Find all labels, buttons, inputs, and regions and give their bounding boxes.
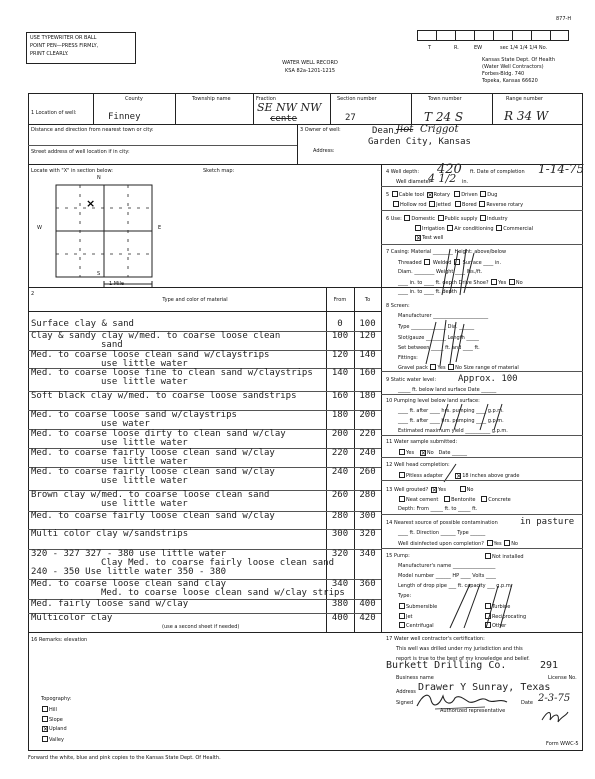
casing-row-2: Threaded Welded Surface ____ in. — [398, 260, 502, 266]
pump-types-6: Other — [484, 622, 506, 629]
log-row-text: Med. to coarse loose sand w/claystrips — [31, 410, 237, 420]
instruction-line-1: USE TYPEWRITER OR BALL — [30, 35, 97, 41]
locate-label: Locate with "X" in section below: — [31, 168, 113, 174]
log-row-text: Med. to coarse fairly loose clean sand w/clay — [31, 448, 275, 458]
casing-row-3: Diam. ________ Weight ____ lbs./ft. — [398, 269, 483, 275]
agency-line-3: Forbes-Bldg. 740 — [482, 71, 525, 77]
business-name: Burkett Drilling Co. — [386, 660, 507, 671]
log-row-to: 300 — [359, 511, 376, 521]
screen-strike-marks — [420, 318, 470, 368]
grouted-yes-checkbox[interactable] — [431, 487, 437, 493]
log-row-to: 140 — [359, 350, 376, 360]
pump-drop: Length of drop pipe ___ ft. capacity ___ g.p.m. — [398, 583, 513, 589]
air-conditioning-checkbox[interactable] — [447, 225, 453, 231]
screen-gravel: Gravel pack Yes No Size range of material — [398, 365, 519, 371]
grouted-no-checkbox[interactable] — [460, 486, 466, 492]
screen-slot: Slot/gauze ________ Length _____ — [398, 335, 479, 341]
log-row-text-2: use little water — [101, 377, 188, 387]
sample-no-checkbox[interactable] — [420, 450, 426, 456]
log-row-text: Soft black clay w/med. to coarse loose sandstrips — [31, 391, 297, 401]
log-row-from: 220 — [331, 448, 349, 458]
contam-details: ____ ft. Direction ______ Type ______ — [398, 530, 486, 536]
log-row-text: Surface clay & sand — [31, 319, 134, 329]
log-row-from: 380 — [331, 599, 349, 609]
rep-label: Authorized representative — [440, 708, 506, 714]
scale-mile: 1 Mile — [109, 281, 124, 287]
headed-options: Pitless adapter ✕ 18 inches above grade — [398, 472, 519, 479]
street-label: Street address of well location if in city: — [31, 149, 130, 155]
log-row-to: 200 — [359, 410, 376, 420]
grouted-materials: Neat cement Bentonite Concrete — [398, 496, 511, 503]
cert-text-2: report is true to the best of my knowledge and belief. — [396, 656, 530, 662]
log-row-from: 240 — [331, 467, 349, 477]
pump-model: Model number ______ HP ____ Volts ____ — [398, 573, 496, 579]
neat-cement-checkbox[interactable] — [399, 496, 405, 502]
log-row-text: Multi color clay w/sandstrips — [31, 529, 189, 539]
topo-upland: ✕Upland — [41, 726, 67, 732]
contam-value: in pasture — [520, 517, 575, 527]
license-label: License No. — [548, 675, 577, 681]
log-row-to: 340 — [359, 549, 376, 559]
section-grid — [48, 180, 160, 290]
not-installed-checkbox[interactable] — [485, 553, 491, 559]
log-row-text-2: use little water — [101, 359, 188, 369]
log-row-text-2: Clay Med. to coarse fairly loose clean sand — [101, 558, 334, 568]
agency-line-1: Kansas State Dept. Of Health — [482, 57, 556, 63]
grouted-label: 13 Well grouted? ✕ Yes No — [386, 486, 473, 493]
form-title: WATER WELL RECORD — [282, 60, 338, 66]
fraction-value: SE NW NW — [257, 101, 322, 114]
log-row-to: 420 — [359, 613, 376, 623]
owner-struck: Jiot — [396, 124, 414, 135]
casing-strike-marks — [420, 247, 490, 297]
method-row-1: 5 Cable tool ✕ Rotary Driven Dug — [386, 191, 497, 198]
completion-date: 1-14-75 — [538, 162, 585, 176]
compass-s: S — [97, 271, 101, 277]
log-row-text: Med. to coarse loose fine to clean sand w/claystrips — [31, 368, 313, 378]
remarks-label: 16 Remarks: elevation — [31, 637, 88, 643]
sample-yes-checkbox[interactable] — [399, 449, 405, 455]
casing-row-5: ____ in. to ____ ft. depth — [398, 289, 457, 295]
screen-label: 8 Screen: — [386, 303, 410, 309]
topo-slope: Slope — [41, 716, 63, 723]
headed-label: 12 Well head completion: — [386, 462, 450, 468]
diameter-label: Well diameter — [396, 179, 431, 185]
county-value: Finney — [108, 112, 141, 122]
use-row-3: ✕Test well — [414, 235, 443, 241]
range-label: Range number — [506, 96, 543, 102]
license-number: 291 — [540, 660, 559, 671]
initials-mark — [540, 708, 570, 726]
log-row-text-2: use little water — [101, 457, 188, 467]
address-value: Garden City, Kansas — [368, 137, 471, 147]
range-value: R 34 W — [504, 109, 549, 123]
log-row-to: 240 — [359, 448, 376, 458]
cert-text-1: This well was drilled under my jurisdiction and this — [396, 646, 523, 652]
contam-label: 14 Nearest source of possible contamination — [386, 520, 498, 526]
hollow-rod-checkbox[interactable] — [393, 201, 399, 207]
pitless-checkbox[interactable] — [399, 472, 405, 478]
static-label: 9 Static water level: — [386, 377, 437, 383]
slope-checkbox[interactable] — [42, 716, 48, 722]
log-row-from: 180 — [331, 410, 349, 420]
pump-level-label: 10 Pumping level below land surface: — [386, 398, 480, 404]
diameter-unit: in. — [462, 179, 469, 185]
log-row-from: 320 — [331, 549, 349, 559]
form-number: Form WWC-5 — [546, 741, 579, 747]
log-row-from: 160 — [331, 391, 349, 401]
log-row-text: Brown clay w/med. to coarse loose clean sand — [31, 490, 270, 500]
diameter-value: 4 1/2 — [428, 172, 457, 185]
log-header: Type and color of material — [162, 297, 228, 303]
cert-date: 2-3-75 — [538, 693, 571, 704]
driven-checkbox[interactable] — [454, 191, 460, 197]
log-row-from: 260 — [331, 490, 349, 500]
screen-fittings: Fittings: — [398, 355, 418, 361]
log-row-text: Med. to coarse fairly loose clean sand w/clay — [31, 511, 275, 521]
owner-last: Criggot — [420, 124, 459, 135]
pump-level-3: Estimated maximum yield __________ g.p.m. — [398, 428, 508, 434]
log-row-text: Med. to coarse loose clean sand w/claystrips — [31, 350, 270, 360]
pump-level-2: ____ ft. after ____ hrs. pumping ____ g.p.m. — [398, 418, 504, 424]
cert-label: 17 Water well contractor's certification: — [386, 636, 485, 642]
topo-label: Topography: — [41, 696, 72, 702]
fraction-label: Fraction — [256, 96, 276, 102]
log-row-text: 320 - 327 327 - 380 use little water — [31, 549, 227, 559]
log-section-number: 2 — [31, 291, 35, 297]
disinfected: Well disinfected upon completion? Yes No — [398, 541, 518, 547]
static-value: Approx. 100 — [458, 374, 518, 384]
pump-types-4: Reciprocating — [484, 613, 526, 620]
loc-label-sec: sec 1/4 1/4 1/4 No. — [500, 45, 548, 51]
section-value: 27 — [345, 113, 356, 123]
use-row-2: Irrigation Air conditioning Commercial — [414, 225, 533, 232]
log-from-header: From — [333, 297, 347, 303]
pump-level-1: ____ ft. after ____ hrs. pumping ____ g.p.m. — [398, 408, 504, 414]
address-label: Address: — [313, 148, 335, 154]
depth-label: 4 Well depth: — [386, 169, 420, 175]
agency-line-4: Topeka, Kansas 66620 — [482, 78, 538, 84]
screen-manufacturer: Manufacturer ______________________ — [398, 313, 489, 319]
second-sheet-note: (use a second sheet if needed) — [162, 624, 240, 630]
screen-type: Type ______________ Dia. ______ — [398, 324, 475, 330]
depth-mid: ft. Date of completion — [470, 169, 525, 175]
sample-label: 11 Water sample submitted: — [386, 439, 458, 445]
log-row-text: Med. to coarse fairly loose clean sand w/clay — [31, 467, 275, 477]
forward-note: Forward the white, blue and pink copies to the Kansas State Dept. Of Health. — [28, 755, 221, 761]
log-row-to: 160 — [359, 368, 376, 378]
domestic-checkbox[interactable] — [404, 215, 410, 221]
topo-valley: Valley — [41, 736, 64, 743]
log-row-from: 400 — [331, 613, 349, 623]
pump-types-3: Jet — [398, 613, 413, 620]
loc-label-t: T — [428, 45, 432, 51]
log-row-to: 280 — [359, 490, 376, 500]
log-row-from: 140 — [331, 368, 349, 378]
log-row-text-2: use little water — [101, 438, 188, 448]
log-row-from: 200 — [331, 429, 349, 439]
log-row-text-2: use little water — [101, 499, 188, 509]
log-row-to: 100 — [359, 319, 376, 329]
compass-w: W — [37, 225, 42, 231]
log-row-text-2: use little water — [101, 476, 188, 486]
topo-hill: Hill — [41, 706, 57, 713]
agency-line-2: (Water Well Contractors) — [482, 64, 544, 70]
log-row-text-2: use water — [101, 419, 150, 429]
log-row-to: 220 — [359, 429, 376, 439]
jetted-checkbox[interactable] — [429, 201, 435, 207]
industry-checkbox[interactable] — [480, 215, 486, 221]
business-label: Business name — [396, 675, 434, 681]
grouted-depth: Depth: From _____ ft. to _____ ft. — [398, 506, 478, 512]
test-well-checkbox[interactable] — [415, 235, 421, 241]
upland-checkbox[interactable] — [42, 726, 48, 732]
log-row-from: 340 — [331, 579, 349, 589]
corner-code: 877-H — [556, 16, 572, 22]
log-row-from: 0 — [337, 319, 343, 329]
log-row-from: 280 — [331, 511, 349, 521]
not-installed: Not installed — [484, 553, 524, 560]
cert-date-label: Date — [521, 700, 533, 706]
log-row-text-2: Med. to coarse loose clean sand w/clay strips — [101, 588, 345, 598]
location-label: 1 Location of well: — [31, 110, 77, 116]
log-row-to: 320 — [359, 529, 376, 539]
section-label: Section number — [337, 96, 377, 102]
concrete-checkbox[interactable] — [481, 496, 487, 502]
log-row-text-2: sand — [101, 340, 123, 350]
log-row-to: 260 — [359, 467, 376, 477]
pump-label: 15 Pump: — [386, 553, 410, 559]
irrigation-checkbox[interactable] — [415, 225, 421, 231]
well-x-mark: × — [86, 197, 96, 210]
owner-first: Dean — [372, 126, 394, 136]
owner-label: 3 Owner of well: — [300, 127, 341, 133]
cable-tool-checkbox[interactable] — [392, 191, 398, 197]
casing-row-1: 7 Casing: Material ________ Height: above/below — [386, 249, 507, 255]
pump-strike-lines — [440, 582, 530, 630]
log-row-text: Clay & sandy clay w/med. to coarse loose clean — [31, 331, 281, 341]
bored-checkbox[interactable] — [455, 201, 461, 207]
log-row-from: 120 — [331, 350, 349, 360]
public-supply-checkbox[interactable] — [438, 215, 444, 221]
depth-value: 420 — [437, 162, 462, 177]
bentonite-checkbox[interactable] — [444, 496, 450, 502]
rotary-checkbox[interactable] — [427, 192, 433, 198]
static-unit: _____ ft. below land surface Date ______ — [398, 387, 497, 393]
log-row-text-3: 240 - 350 Use little water 350 - 380 — [31, 567, 227, 577]
fraction-struck: cente — [270, 114, 298, 124]
log-row-from: 100 — [331, 331, 349, 341]
use-row-1: 6 Use: Domestic Public supply Industry — [386, 216, 508, 222]
pump-types-1: Submersible — [398, 603, 437, 610]
sketch-label: Sketch map: — [203, 168, 235, 174]
loc-label-ew: EW — [474, 45, 483, 51]
signed-label: Signed — [396, 700, 414, 706]
pump-manufacturer: Manufacturer's name _________________ — [398, 563, 496, 569]
township-label: Township name — [192, 96, 231, 102]
cert-address: Drawer Y Sunray, Texas — [418, 682, 551, 693]
loc-label-r: R. — [454, 45, 459, 51]
pump-types-2: Turbine — [484, 603, 510, 610]
compass-e: E — [158, 225, 162, 231]
cert-address-label: Address — [396, 689, 416, 695]
instruction-line-3: PRINT CLEARLY. — [30, 51, 69, 57]
pump-strike-marks — [430, 402, 520, 432]
pump-types-5: Centrifugal — [398, 622, 434, 629]
distance-label: Distance and direction from nearest town or city: — [31, 127, 154, 133]
form-statute: KSA 82a-1201-1215 — [284, 68, 336, 74]
log-row-to: 400 — [359, 599, 376, 609]
screen-set: Set between _____ ft. and ____ ft. — [398, 345, 480, 351]
sample-options: Yes ✕ No Date ______ — [398, 449, 467, 456]
log-row-text: Med. fairly loose sand w/clay — [31, 599, 189, 609]
compass-n: N — [97, 175, 101, 181]
log-row-text: Med. to coarse loose clean sand clay — [31, 579, 227, 589]
reverse-rotary-checkbox[interactable] — [479, 201, 485, 207]
dug-checkbox[interactable] — [480, 191, 486, 197]
town-label: Town number — [428, 96, 462, 102]
hill-checkbox[interactable] — [42, 706, 48, 712]
valley-checkbox[interactable] — [42, 736, 48, 742]
town-value: T 24 S — [424, 110, 464, 124]
commercial-checkbox[interactable] — [496, 225, 502, 231]
log-to-header: To — [364, 297, 371, 303]
method-row-2: Hollow rod Jetted Bored Reverse rotary — [392, 201, 523, 208]
instruction-line-2: POINT PEN—PRESS FIRMLY, — [30, 43, 99, 49]
casing-row-4: ____ in. to ____ ft. depth Drive Shoe? Yes No — [398, 280, 523, 286]
log-row-to: 360 — [359, 579, 376, 589]
log-row-to: 180 — [359, 391, 376, 401]
pump-type-label: Type: — [398, 593, 412, 599]
log-row-to: 120 — [359, 331, 376, 341]
log-row-text: Med. to coarse loose dirty to clean sand w/clay — [31, 429, 286, 439]
county-label: County — [125, 96, 143, 102]
log-row-from: 300 — [331, 529, 349, 539]
log-row-text: Multicolor clay — [31, 613, 113, 623]
